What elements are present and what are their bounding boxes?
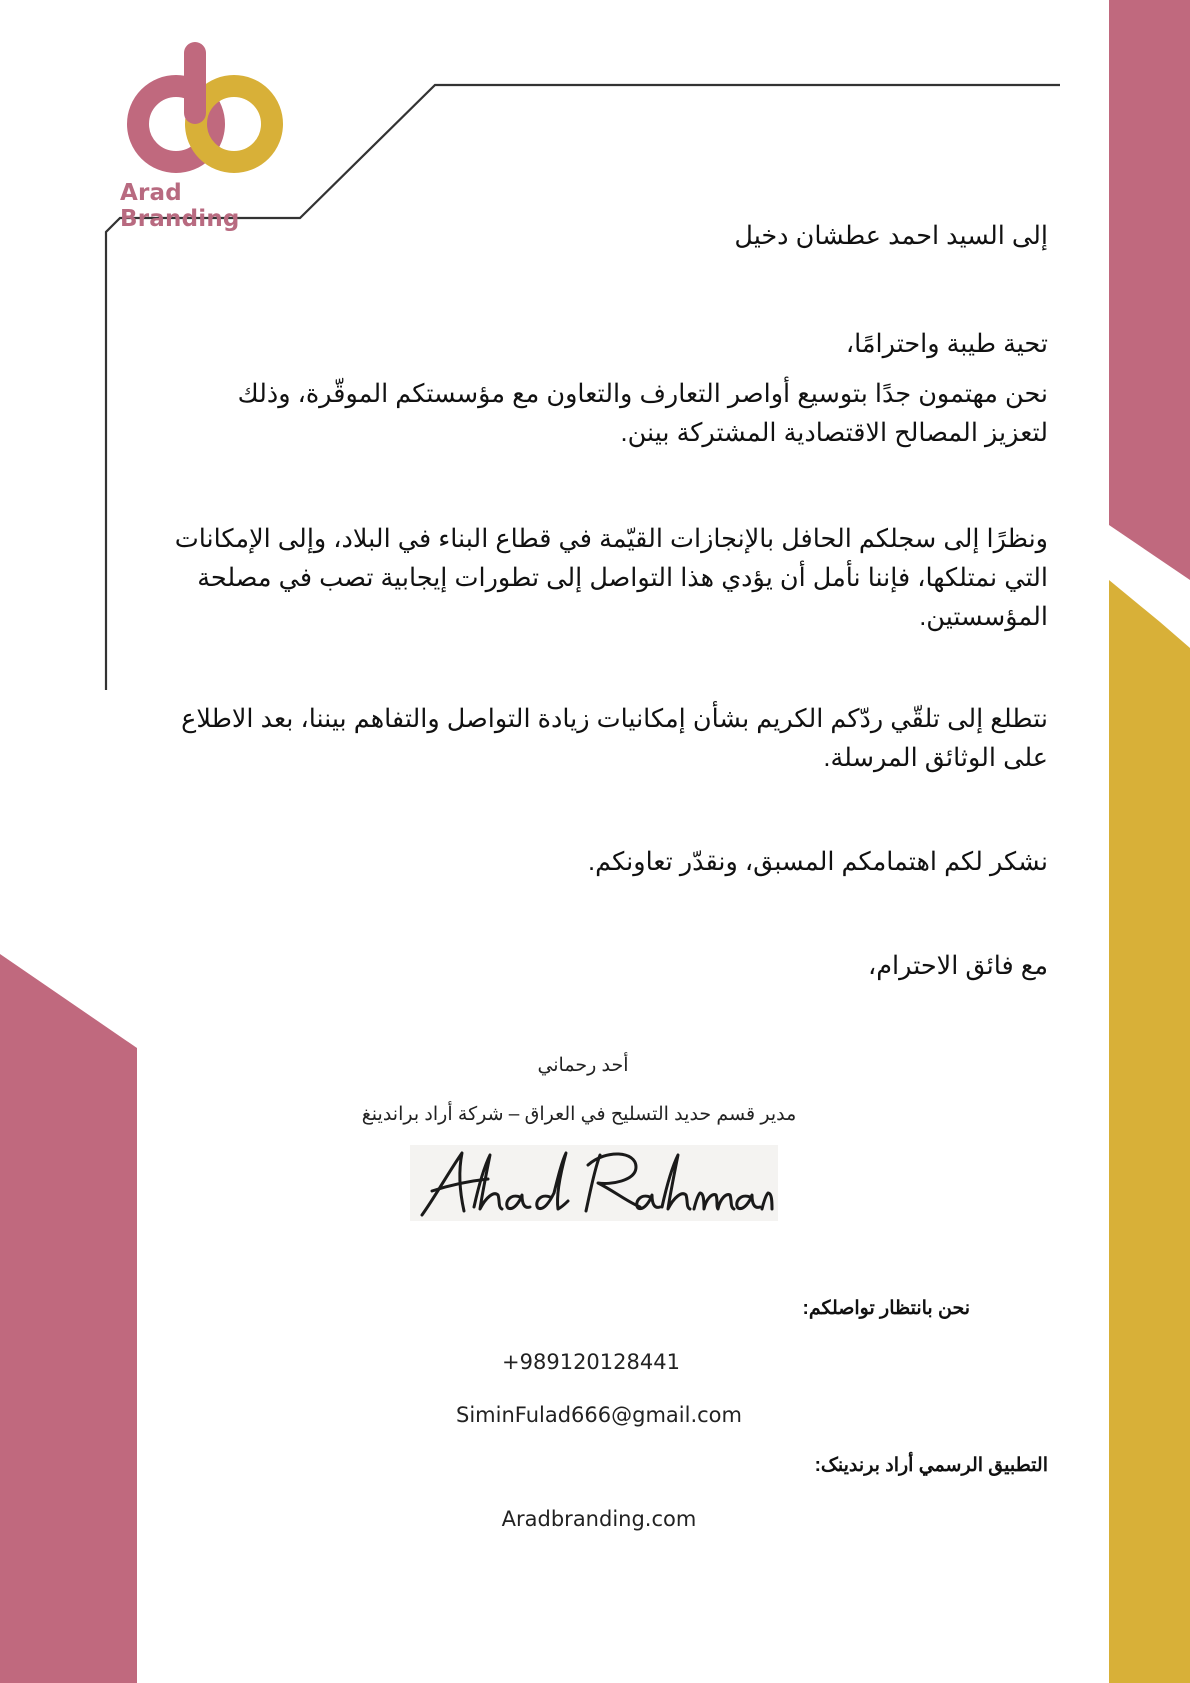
contact-phone: +989120128441	[502, 1350, 680, 1374]
signature-image-icon	[410, 1145, 778, 1221]
letter-paragraph-2: ونظرًا إلى سجلكم الحافل بالإنجازات القيّمة في قطاع البناء في البلاد، وإلى الإمكانات التي نمتلكها، فإننا نأمل أن يؤدي هذا التواصل إلى تطورات إيجابية تصب في مصلحة المؤسستين.	[174, 525, 1048, 631]
letter-paragraph-3: نتطلع إلى تلقّي ردّكم الكريم بشأن إمكانيات زيادة التواصل والتفاهم بيننا، بعد الاطلاع على الوثائق المرسلة.	[181, 705, 1048, 772]
signatory-title: مدير قسم حديد التسليح في العراق – شركة أراد براندينغ	[361, 1104, 797, 1125]
signatory-name: أحد رحماني	[537, 1055, 629, 1076]
letter-paragraph-4: نشكر لكم اهتمامكم المسبق، ونقدّر تعاونكم.	[588, 848, 1048, 876]
website-link: Aradbranding.com	[501, 1507, 697, 1531]
letter-paragraph-1: نحن مهتمون جدًا بتوسيع أواصر التعارف والتعاون مع مؤسستكم الموقّرة، وذلك لتعزيز المصالح الاقتصادية المشتركة بينن.	[237, 380, 1048, 447]
contact-email: SiminFulad666@gmail.com	[456, 1403, 742, 1427]
letter-closing: مع فائق الاحترام،	[868, 952, 1048, 980]
right-pink-band	[1109, 0, 1190, 580]
signature	[410, 1145, 778, 1221]
app-heading: التطبيق الرسمي أراد برندينک:	[814, 1455, 1048, 1476]
letter-salutation: تحية طيبة واحترامًا،	[845, 330, 1048, 358]
contact-heading: نحن بانتظار تواصلكم:	[802, 1298, 970, 1319]
letter-greeting: إلى السيد احمد عطشان دخيل	[734, 222, 1048, 250]
brand-name: Arad Branding	[120, 180, 240, 232]
